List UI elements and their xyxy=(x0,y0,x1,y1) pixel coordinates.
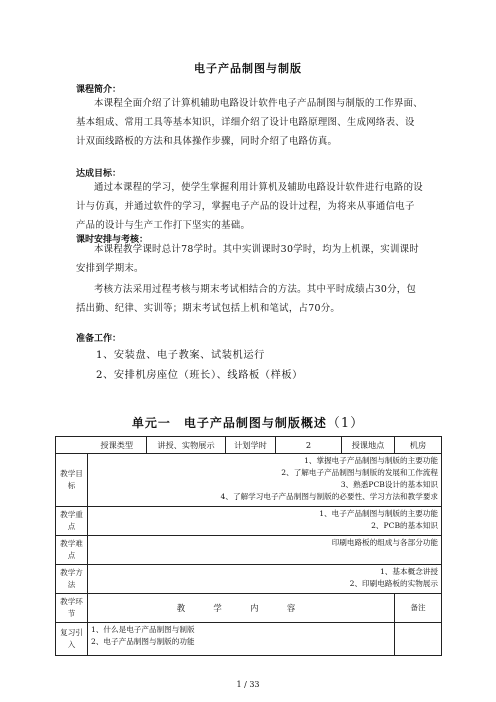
method-item: 1、基本概念讲授 xyxy=(380,567,438,576)
table-row xyxy=(56,565,442,594)
exam-paragraph: 考核方法采用过程考核与期末考试相结合的方法。其中平时成绩占30分，包括出勤、纪律、实训等；期末考试包括上机和笔试，占70分。 xyxy=(76,284,417,314)
hours-value: 2 xyxy=(276,437,342,454)
table-row xyxy=(56,454,442,507)
type-label: 授课类型 xyxy=(88,437,147,454)
goal-item: 4、了解学习电子产品制图与制版的必要性、学习方法和教学要求 xyxy=(220,492,438,501)
prep-item: 1、安装盘、电子教案、试装机运行 xyxy=(96,350,265,361)
table-row xyxy=(56,594,442,623)
review-cell xyxy=(88,623,395,656)
key-item: 2、PCB的基本知识 xyxy=(371,521,438,530)
lesson-plan-table xyxy=(55,436,442,656)
unit-number: （1） xyxy=(326,416,365,431)
document-title: 电子产品制图与制版 xyxy=(194,62,302,75)
table-row xyxy=(56,623,442,656)
goal-heading: 达成目标： xyxy=(76,169,122,179)
goal-item: 2、了解电子产品制图与制版的发展和工作流程 xyxy=(281,468,438,477)
stage-label: 教学环节 xyxy=(56,594,88,623)
place-value: 机房 xyxy=(395,437,442,454)
table-row xyxy=(56,536,442,565)
goal-item: 1、掌握电子产品制图与制版的主要功能 xyxy=(304,456,438,465)
table-row xyxy=(56,437,442,454)
time-paragraph: 本课程教学课时总计78学时。其中实训课时30学时，均为上机课，实训课时安排到学期末。 xyxy=(76,244,419,274)
difficulty-item: 印刷电路板的组成与各部分功能 xyxy=(331,538,438,547)
review-item: 1、什么是电子产品制图与制版 xyxy=(91,625,195,634)
method-cell xyxy=(88,565,442,594)
unit-title xyxy=(0,412,496,431)
hours-label: 计划学时 xyxy=(226,437,276,454)
method-label: 教学方法 xyxy=(56,565,88,594)
goal-cell xyxy=(88,454,442,507)
difficulty-label: 教学难点 xyxy=(56,536,88,565)
note-header: 备注 xyxy=(395,594,442,623)
type-value: 讲授、实物展示 xyxy=(147,437,226,454)
goal-item: 3、熟悉PCB设计的基本知识 xyxy=(340,480,438,489)
prep-heading: 准备工作： xyxy=(76,334,122,344)
goal-paragraph: 通过本课程的学习，使学生掌握利用计算机及辅助电路设计软件进行电路的设计与仿真，并通过软件的学习，掌握电子产品的设计过程，为将来从事通信电子产品的设计与生产工作打下坚实的基础。 xyxy=(76,182,423,231)
review-item: 2、电子产品制图与制版的功能 xyxy=(91,637,195,646)
table-row xyxy=(56,507,442,536)
unit-title-text: 单元一 电子产品制图与制版概述 xyxy=(131,416,327,430)
intro-heading: 课程简介： xyxy=(76,85,122,95)
difficulty-cell xyxy=(88,536,442,565)
place-label: 授课地点 xyxy=(342,437,395,454)
review-note xyxy=(395,623,442,656)
method-item: 2、印刷电路板的实物展示 xyxy=(349,579,438,588)
prep-item: 2、安排机房座位（班长）、线路板（样板） xyxy=(96,370,303,381)
intro-paragraph: 本课程全面介绍了计算机辅助电路设计软件电子产品制图与制版的工作界面、基本组成、常用工具等基本知识，详细介绍了设计电路原理图、生成网络表、设计双面线路板的方法和具体操作步骤，同时介绍了电路仿真。 xyxy=(76,98,423,147)
key-item: 1、电子产品制图与制版的主要功能 xyxy=(319,509,438,518)
review-label: 复习引入 xyxy=(56,623,88,656)
time-heading: 课时安排与考核： xyxy=(76,235,149,245)
content-header: 教 学 内 容 xyxy=(88,594,395,623)
key-cell xyxy=(88,507,442,536)
goal-label: 教学目标 xyxy=(56,454,88,507)
page-number: 1 / 33 xyxy=(236,680,260,689)
key-label: 教学重点 xyxy=(56,507,88,536)
type-label-spacer xyxy=(56,437,88,454)
